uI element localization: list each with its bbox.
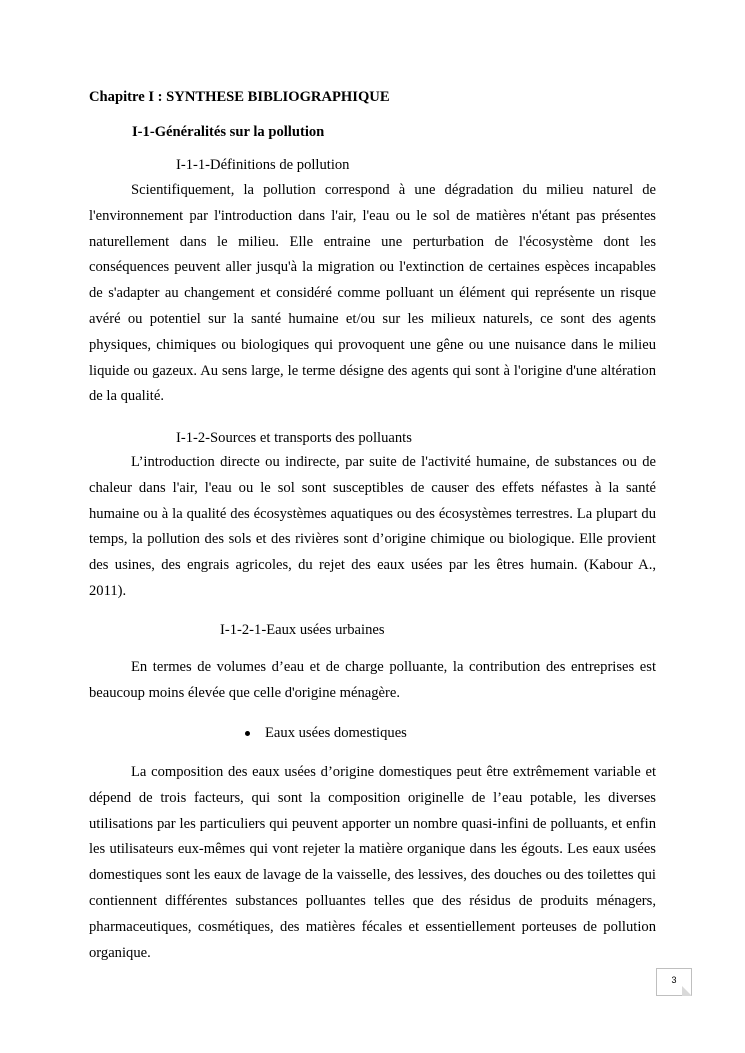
paragraph-eaux-usees-domestiques bbox=[89, 760, 656, 966]
paragraph-definitions-text: Scientifiquement, la pollution correspond à une dégradation du milieu naturel de l'environnement par l'introduction dans l'air, l'eau ou le sol de matières n'étant pas présentes naturellement dans le milieu. Elle entraine une perturbation de l'écosystème dont les conséquences peuvent aller jusqu'à la migration ou l'extinction de certaines espèces incapables de s'adapter au changement et considéré comme polluant un élément qui représente un risque avéré ou potentiel sur la santé humaine et/ou sur les milieux naturels, ce sont des agents physiques, chimiques ou biologiques qui provoquent une gêne ou une nuisance dans le milieu liquide ou gazeux. Au sens large, le terme désigne des agents qui sont à l'origine d'une altération de la qualité. bbox=[89, 182, 656, 405]
subsection-heading-sources: I-1-2-Sources et transports des polluants bbox=[176, 430, 412, 446]
paragraph-sources-text: L’introduction directe ou indirecte, par suite de l'activité humaine, de substances ou de chaleur dans l'air, l'eau ou le sol sont susceptibles de causer des effets néfastes à la santé humaine ou à la qualité des écosystèmes aquatiques ou des écosystèmes terrestres. La plupart du temps, la pollution des sols et des rivières sont d’origine chimique ou biologique. Elle provient des usines, des engrais agricoles, du rejet des eaux usées par les êtres humain. (Kabour A., 2011). bbox=[89, 454, 656, 599]
bullet-item-eaux-usees-domestiques: Eaux usées domestiques bbox=[265, 725, 407, 741]
page-number: 3 bbox=[671, 975, 677, 985]
page-number-box bbox=[656, 968, 692, 996]
paragraph-definitions bbox=[89, 178, 656, 410]
subsection-heading-definitions: I-1-1-Définitions de pollution bbox=[176, 157, 350, 173]
page-corner-fold-icon bbox=[682, 986, 692, 996]
subsubsection-heading-eaux-usees-urbaines: I-1-2-1-Eaux usées urbaines bbox=[220, 622, 385, 638]
bullet-dot bbox=[245, 731, 250, 736]
paragraph-sources bbox=[89, 450, 656, 605]
paragraph-eaux-usees-urbaines bbox=[89, 655, 656, 707]
section-heading-generalites: I-1-Généralités sur la pollution bbox=[132, 124, 325, 140]
paragraph-eaux-usees-urbaines-text: En termes de volumes d’eau et de charge polluante, la contribution des entreprises est beaucoup moins élevée que celle d'origine ménagère. bbox=[89, 659, 656, 701]
chapter-title: Chapitre I : SYNTHESE BIBLIOGRAPHIQUE bbox=[89, 89, 390, 105]
paragraph-eaux-usees-domestiques-text: La composition des eaux usées d’origine domestiques peut être extrêmement variable et dépend de trois facteurs, qui sont la composition originelle de l’eau potable, les diverses utilisations par les particuliers qui peuvent apporter un nombre quasi-infini de polluants, et enfin les utilisateurs eux-mêmes qui vont rejeter la matière organique dans les égouts. Les eaux usées domestiques sont les eaux de lavage de la vaisselle, des lessives, des douches ou des toilettes qui contiennent différentes substances polluantes telles que des résidus de produits ménagers, pharmaceutiques, cosmétiques, des matières fécales et essentiellement porteuses de pollution organique. bbox=[89, 764, 656, 961]
